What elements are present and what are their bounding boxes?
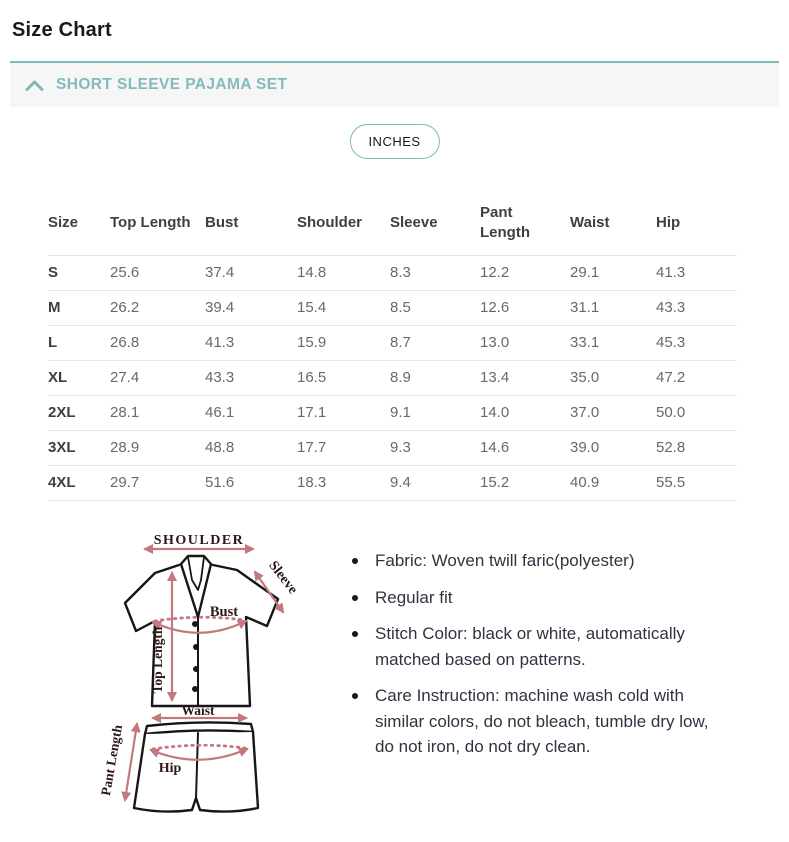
cell: 9.3	[390, 431, 480, 466]
bullet-dot	[352, 595, 358, 601]
measurement-diagram	[95, 520, 345, 840]
col-header-shoulder: Shoulder	[297, 190, 390, 256]
cell: 9.1	[390, 396, 480, 431]
accordion-title: SHORT SLEEVE PAJAMA SET	[56, 76, 288, 93]
chevron-up-icon	[25, 79, 44, 92]
cell: 39.4	[205, 291, 297, 326]
cell: 8.7	[390, 326, 480, 361]
cell: 41.3	[656, 256, 737, 291]
cell: 25.6	[110, 256, 205, 291]
cell: 50.0	[656, 396, 737, 431]
diagram-label-hip: Hip	[158, 761, 182, 776]
accordion-header-short-sleeve-pajama-set[interactable]	[10, 61, 779, 107]
detail-fabric: Fabric: Woven twill faric(polyester)	[375, 551, 635, 570]
size-table	[48, 190, 737, 501]
bullet-dot	[352, 558, 358, 564]
unit-toggle-inches[interactable]: INCHES	[349, 124, 439, 159]
cell: 26.8	[110, 326, 205, 361]
list-item	[352, 585, 730, 611]
diagram-label-shoulder: SHOULDER	[153, 533, 245, 548]
cell: 26.2	[110, 291, 205, 326]
col-header-sleeve: Sleeve	[390, 190, 480, 256]
cell: 43.3	[205, 361, 297, 396]
pajama-shorts-drawing	[134, 722, 258, 811]
size-label: 4XL	[48, 466, 110, 501]
detail-fit: Regular fit	[375, 587, 453, 607]
col-header-pant-length: Pant Length	[480, 190, 570, 256]
cell: 46.1	[205, 396, 297, 431]
size-label: S	[48, 256, 110, 291]
cell: 8.3	[390, 256, 480, 291]
size-label: 2XL	[48, 396, 110, 431]
cell: 13.4	[480, 361, 570, 396]
cell: 17.1	[297, 396, 390, 431]
cell: 55.5	[656, 466, 737, 501]
size-label: 3XL	[48, 431, 110, 466]
cell: 35.0	[570, 361, 656, 396]
cell: 14.6	[480, 431, 570, 466]
cell: 52.8	[656, 431, 737, 466]
cell: 28.1	[110, 396, 205, 431]
cell: 9.4	[390, 466, 480, 501]
cell: 45.3	[656, 326, 737, 361]
cell: 37.4	[205, 256, 297, 291]
col-header-top-length: Top Length	[110, 190, 205, 256]
table-row	[48, 431, 737, 466]
cell: 18.3	[297, 466, 390, 501]
cell: 31.1	[570, 291, 656, 326]
cell: 40.9	[570, 466, 656, 501]
cell: 16.5	[297, 361, 390, 396]
table-row	[48, 466, 737, 501]
page-title: Size Chart	[12, 19, 112, 41]
detail-care-instruction: Care Instruction: machine wash cold with similar colors, do not bleach, tumble dry low, do not iron, do not dry clean.	[375, 686, 709, 756]
diagram-label-pant-length: Pant Length	[97, 723, 126, 797]
cell: 27.4	[110, 361, 205, 396]
list-item	[352, 548, 730, 574]
size-label: L	[48, 326, 110, 361]
cell: 15.2	[480, 466, 570, 501]
cell: 43.3	[656, 291, 737, 326]
col-header-waist: Waist	[570, 190, 656, 256]
cell: 51.6	[205, 466, 297, 501]
product-details-list	[352, 548, 730, 771]
size-label: XL	[48, 361, 110, 396]
diagram-label-sleeve: Sleeve	[265, 558, 301, 598]
cell: 41.3	[205, 326, 297, 361]
cell: 8.9	[390, 361, 480, 396]
cell: 37.0	[570, 396, 656, 431]
cell: 29.7	[110, 466, 205, 501]
cell: 8.5	[390, 291, 480, 326]
size-label: M	[48, 291, 110, 326]
cell: 14.0	[480, 396, 570, 431]
diagram-label-top-length: Top Length	[150, 626, 165, 694]
cell: 39.0	[570, 431, 656, 466]
cell: 15.9	[297, 326, 390, 361]
detail-stitch-color: Stitch Color: black or white, automatically matched based on patterns.	[375, 624, 685, 669]
table-row	[48, 256, 737, 291]
cell: 47.2	[656, 361, 737, 396]
diagram-label-bust: Bust	[209, 604, 239, 620]
cell: 28.9	[110, 431, 205, 466]
cell: 29.1	[570, 256, 656, 291]
table-row	[48, 326, 737, 361]
diagram-label-waist: Waist	[181, 703, 215, 718]
bullet-dot	[352, 693, 358, 699]
cell: 48.8	[205, 431, 297, 466]
col-header-size: Size	[48, 190, 110, 256]
cell: 17.7	[297, 431, 390, 466]
bullet-dot	[352, 631, 358, 637]
table-row	[48, 396, 737, 431]
pajama-top-drawing	[125, 556, 278, 706]
cell: 14.8	[297, 256, 390, 291]
list-item	[352, 683, 730, 760]
cell: 15.4	[297, 291, 390, 326]
table-header-row	[48, 190, 737, 256]
list-item	[352, 621, 730, 672]
col-header-hip: Hip	[656, 190, 737, 256]
table-row	[48, 361, 737, 396]
cell: 13.0	[480, 326, 570, 361]
col-header-bust: Bust	[205, 190, 297, 256]
cell: 33.1	[570, 326, 656, 361]
cell: 12.6	[480, 291, 570, 326]
table-row	[48, 291, 737, 326]
cell: 12.2	[480, 256, 570, 291]
